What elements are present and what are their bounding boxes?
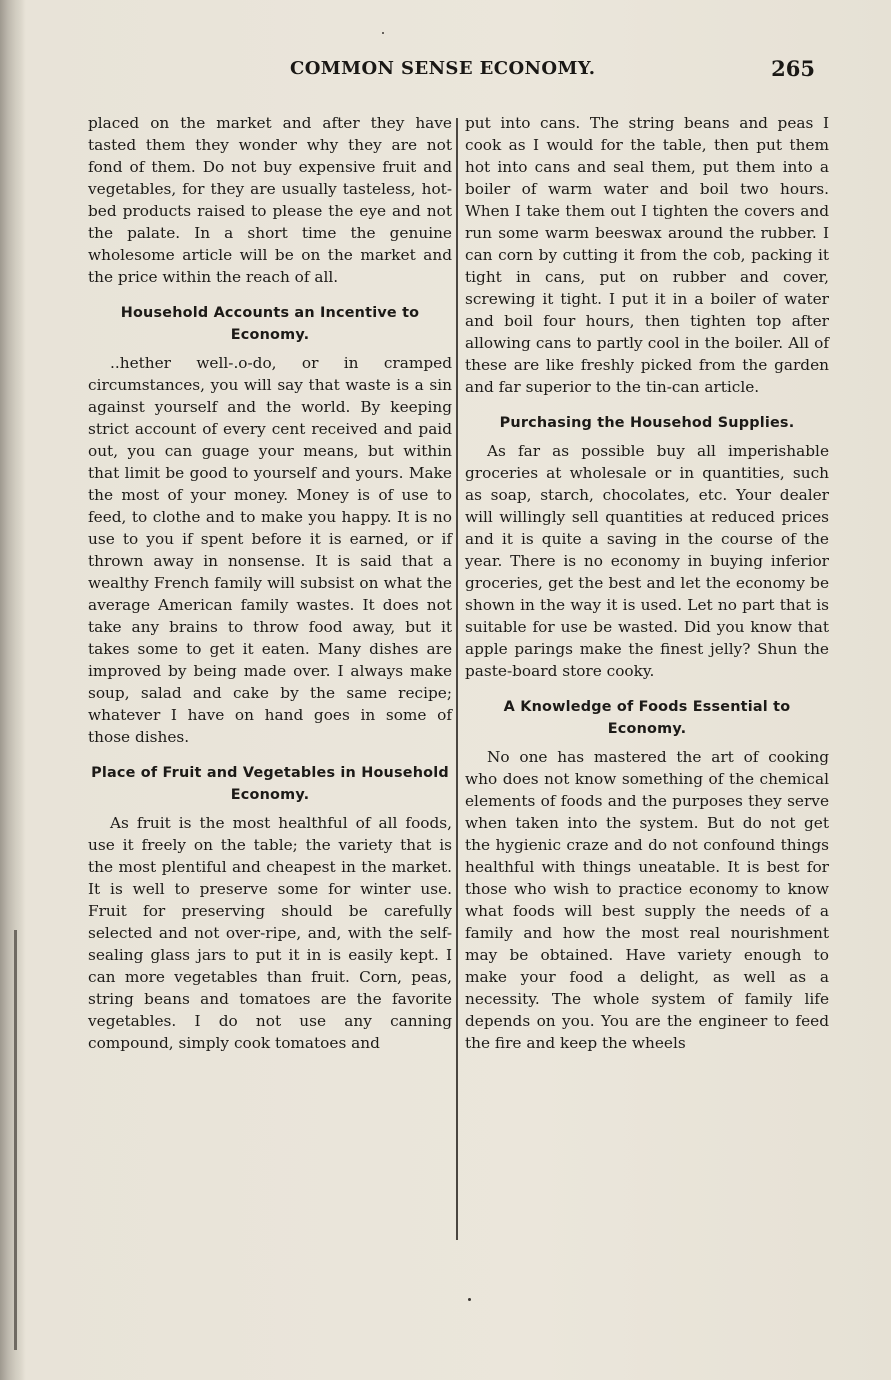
paragraph-knowledge-of-foods: No one has mastered the art of cooking who does not know something of the chemical elements of foods and the purposes they serve when taken into the system. But do not get the hygienic craze and do not confound things healthful with things uneatable. It is best for those who wish to practice economy to know what foods will best supply the needs of a family and how the most real nourishment may be obtained. Have variety enough to make your food a delight, as well as a necessity. The whole system of family life depends on you. You are the engineer to feed the fire and keep the wheels xyxy=(465,748,829,1052)
book-spine-shadow xyxy=(0,0,26,1380)
binding-edge xyxy=(14,930,17,1350)
ink-speck xyxy=(468,1298,471,1301)
right-column xyxy=(465,112,829,1054)
page-number: 265 xyxy=(771,56,815,81)
left-column xyxy=(88,112,452,1054)
paragraph-household-accounts: ..hether well-.o-do, or in cramped circumstances, you will say that waste is a sin against yourself and the world. By keeping strict account of every cent received and paid out, you can guage your means, but within that limit be good to yourself and yours. Make the most of your money. Money is of use to feed, to clothe and to make you happy. It is no use to you if spent before it is earned, or if thrown away in nonsense. It is said that a wealthy French family will subsist on what the average American family wastes. It does not take any brains to throw food away, but it takes some to get it eaten. Many dishes are improved by being made over. I always make soup, salad and cake by the same recipe; whatever I have on hand goes in some of those dishes. xyxy=(88,354,452,746)
running-head xyxy=(0,58,891,88)
paragraph-canning: put into cans. The string beans and peas I cook as I would for the table, then put them hot into cans and seal them, put them into a boiler of warm water and boil two hours. When I take them out I tighten the covers and run some warm beeswax around the rubber. I can corn by cutting it from the cob, packing it tight in cans, put on rubber and cover, screwing it tight. I put it in a boiler of water and boil four hours, then tighten top after allowing cans to partly cool in the boiler. All of these are like freshly picked from the garden and far superior to the tin-can article. xyxy=(465,114,829,396)
paragraph-purchasing-supplies: As far as possible buy all imperishable groceries at wholesale or in quantities, such as soap, starch, chocolates, etc. Your dealer will willingly sell quantities at reduced prices and it is quite a saving in the course of the year. There is no economy in buying inferior groceries, get the best and let the economy be shown in the way it is used. Let no part that is suitable for use be wasted. Did you know that apple parings make the finest jelly? Shun the paste-board store cooky. xyxy=(465,442,829,680)
column-divider xyxy=(456,118,458,1240)
running-title: COMMON SENSE ECONOMY. xyxy=(290,58,596,79)
paragraph-continuation: placed on the market and after they have tasted them they wonder why they are not fond of them. Do not buy expensive fruit and vegetables, for they are usually tasteless, hot-bed products raised to please the eye and not the palate. In a short time the genuine wholesome article will be on the market and the price within the reach of all. xyxy=(88,114,452,286)
ink-speck xyxy=(382,32,384,34)
section-heading-knowledge-of-foods: A Knowledge of Foods Essential to Economy. xyxy=(503,699,791,737)
paragraph-fruit-vegetables: As fruit is the most healthful of all foods, use it freely on the table; the variety that is the most plentiful and cheapest in the market. It is well to preserve some for winter use. Fruit for preserving should be carefully selected and not over-ripe, and, with the self-sealing glass jars to put it in is easily kept. I can more vegetables than fruit. Corn, peas, string beans and tomatoes are the favorite vegetables. I do not use any canning compound, simply cook tomatoes and xyxy=(88,814,452,1052)
section-heading-household-accounts: Household Accounts an Incentive to Economy. xyxy=(120,305,420,343)
section-heading-fruit-vegetables: Place of Fruit and Vegetables in Household Economy. xyxy=(91,765,449,803)
section-heading-purchasing-supplies: Purchasing the Househod Supplies. xyxy=(499,415,795,431)
